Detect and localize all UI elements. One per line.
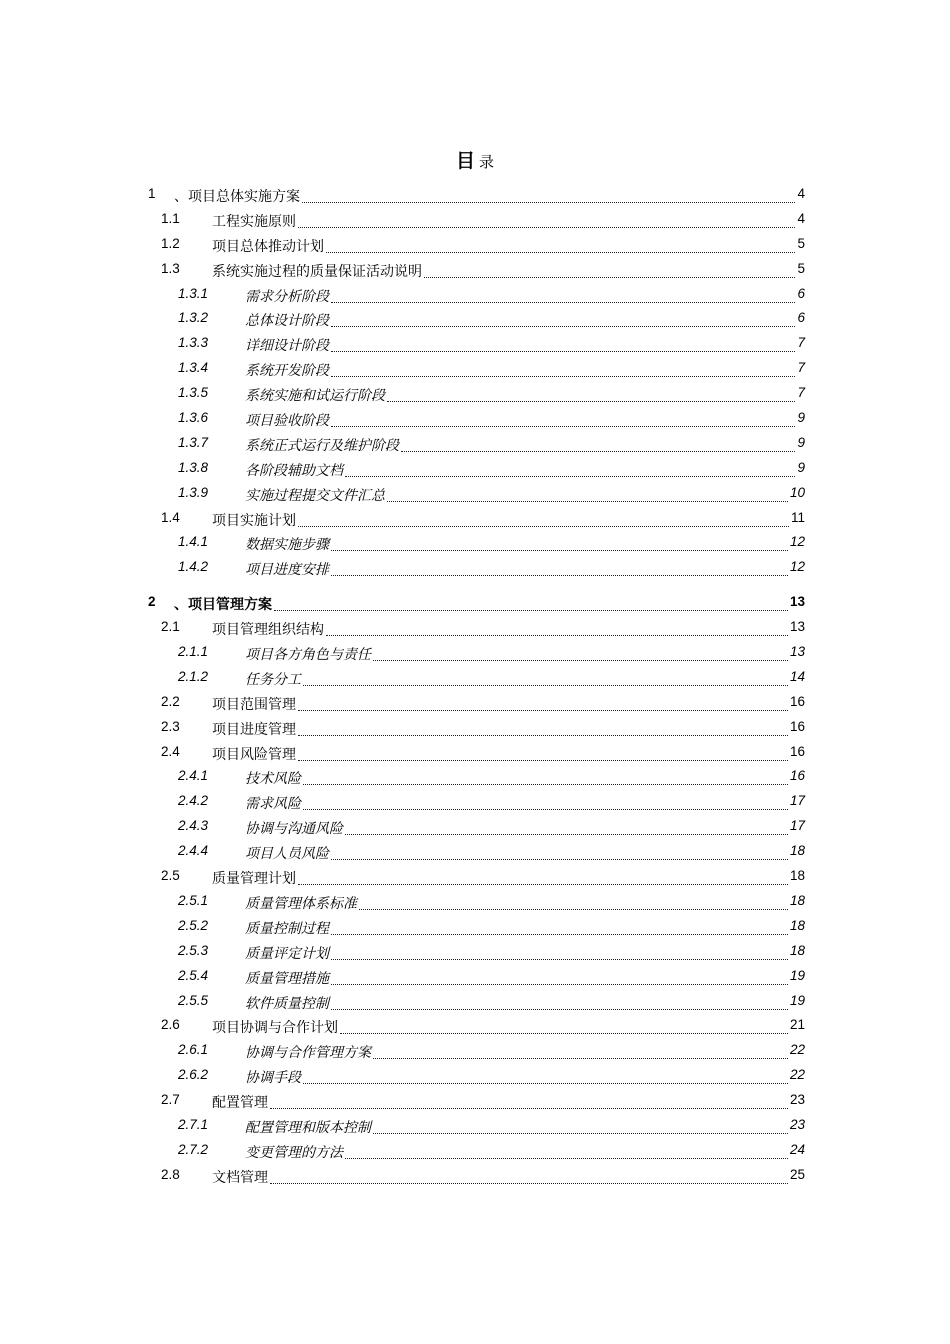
toc-entry-title: 质量评定计划 — [245, 945, 329, 962]
toc-entry-page: 13 — [789, 594, 805, 610]
toc-entry-title: 项目范围管理 — [212, 696, 296, 713]
toc-entry-title: 质量管理体系标准 — [245, 895, 357, 912]
toc-leader-dots — [331, 335, 795, 352]
toc-list — [0, 182, 950, 1188]
toc-entry[interactable] — [0, 764, 950, 789]
toc-entry-page: 6 — [797, 310, 805, 326]
toc-entry-page: 4 — [797, 186, 805, 201]
toc-entry-title: 项目管理组织结构 — [212, 622, 324, 639]
toc-leader-dots — [373, 644, 788, 661]
toc-leader-dots — [331, 534, 788, 551]
toc-entry-title: 系统正式运行及维护阶段 — [245, 437, 399, 454]
toc-leader-dots — [331, 993, 788, 1010]
toc-entry-number: 2.6.1 — [178, 1042, 209, 1058]
toc-entry-title: 项目人员风险 — [245, 846, 329, 863]
toc-entry-title: 配置管理和版本控制 — [245, 1119, 371, 1136]
toc-entry[interactable] — [0, 431, 950, 456]
toc-entry-number: 2.6 — [161, 1017, 180, 1033]
toc-entry-number: 2.5.3 — [178, 942, 209, 958]
toc-entry-number: 1.3.9 — [178, 484, 209, 500]
toc-leader-dots — [373, 1117, 788, 1134]
toc-entry[interactable] — [0, 530, 950, 555]
toc-entry-number: 1.3.8 — [178, 459, 209, 475]
toc-entry-number: 2.7.2 — [178, 1141, 209, 1157]
toc-entry-title: 需求分析阶段 — [245, 288, 329, 305]
toc-entry[interactable] — [0, 1013, 950, 1038]
toc-leader-dots — [331, 286, 795, 303]
toc-entry-page: 12 — [789, 534, 805, 550]
toc-entry[interactable] — [0, 615, 950, 640]
toc-leader-dots — [331, 559, 788, 576]
toc-entry-number: 2.8 — [161, 1166, 180, 1182]
toc-entry-title: 系统实施过程的质量保证活动说明 — [212, 263, 422, 280]
toc-entry-number: 1.3.5 — [178, 385, 209, 401]
toc-entry-title: 总体设计阶段 — [245, 313, 329, 330]
toc-entry-page: 16 — [789, 768, 805, 784]
toc-title — [0, 148, 950, 175]
toc-entry[interactable] — [0, 481, 950, 506]
toc-entry-page: 21 — [789, 1017, 805, 1033]
toc-leader-dots — [345, 460, 795, 477]
toc-entry-page: 25 — [789, 1166, 805, 1182]
toc-entry-number: 1.3.7 — [178, 434, 209, 450]
toc-entry[interactable] — [0, 839, 950, 864]
toc-leader-dots — [359, 893, 788, 910]
toc-entry-number: 1.4 — [161, 509, 180, 525]
section-gap — [0, 580, 950, 590]
toc-entry-number: 2.5.2 — [178, 917, 209, 933]
toc-entry[interactable] — [0, 207, 950, 232]
toc-entry-number: 2.4 — [161, 743, 180, 759]
toc-leader-dots — [326, 236, 795, 253]
toc-entry[interactable] — [0, 381, 950, 406]
toc-entry-number: 2.4.4 — [178, 843, 209, 859]
toc-entry-page: 13 — [789, 619, 805, 635]
toc-entry-page: 23 — [789, 1092, 805, 1108]
toc-entry-title: 协调手段 — [245, 1070, 301, 1087]
toc-entry[interactable] — [0, 1088, 950, 1113]
toc-leader-dots — [303, 1067, 788, 1084]
toc-leader-dots — [331, 968, 788, 985]
toc-entry-number: 1.2 — [161, 235, 180, 251]
toc-entry[interactable] — [0, 864, 950, 889]
toc-entry[interactable] — [0, 1113, 950, 1138]
toc-entry-page: 13 — [789, 644, 805, 660]
toc-entry-number: 2.2 — [161, 693, 180, 709]
toc-entry-page: 18 — [789, 917, 805, 933]
toc-entry-number: 2.5.1 — [178, 892, 209, 908]
toc-entry[interactable] — [0, 889, 950, 914]
toc-entry-page: 7 — [797, 360, 805, 376]
toc-entry-page: 14 — [789, 668, 805, 684]
toc-entry-number: 2.6.2 — [178, 1067, 209, 1083]
toc-title-rest: 录 — [479, 153, 495, 171]
toc-entry-page: 5 — [797, 260, 805, 276]
toc-entry-page: 9 — [797, 459, 805, 475]
toc-entry[interactable] — [0, 306, 950, 331]
toc-entry[interactable] — [0, 555, 950, 580]
toc-entry-title: 技术风险 — [245, 771, 301, 788]
toc-leader-dots — [326, 619, 788, 636]
toc-leader-dots — [331, 843, 788, 860]
toc-entry-page: 24 — [789, 1141, 805, 1157]
toc-entry-number: 1.3 — [161, 260, 180, 276]
toc-leader-dots — [373, 1042, 788, 1059]
toc-leader-dots — [270, 1167, 788, 1184]
toc-entry-number: 1.1 — [161, 210, 180, 226]
toc-entry-page: 9 — [797, 410, 805, 426]
toc-leader-dots — [331, 943, 788, 960]
toc-entry-number: 1.3.3 — [178, 335, 209, 351]
toc-entry-number: 1.3.6 — [178, 410, 209, 426]
toc-entry-title: 任务分工 — [245, 671, 301, 688]
toc-entry-title: 数据实施步骤 — [245, 537, 329, 554]
toc-entry-page: 19 — [789, 992, 805, 1008]
toc-entry-title: 各阶段辅助文档 — [245, 462, 343, 479]
toc-leader-dots — [331, 310, 795, 327]
toc-entry[interactable] — [0, 665, 950, 690]
toc-entry-number: 1.4.2 — [178, 559, 209, 575]
toc-leader-dots — [298, 510, 789, 527]
toc-leader-dots — [303, 669, 788, 686]
toc-entry-number: 1 — [148, 186, 156, 201]
toc-entry-page: 5 — [797, 235, 805, 251]
toc-entry-title: 需求风险 — [245, 796, 301, 813]
toc-leader-dots — [298, 694, 788, 711]
toc-entry[interactable] — [0, 406, 950, 431]
toc-entry-number: 1.3.2 — [178, 310, 209, 326]
toc-entry[interactable] — [0, 914, 950, 939]
toc-entry[interactable] — [0, 257, 950, 282]
toc-entry[interactable] — [0, 356, 950, 381]
toc-entry-page: 19 — [789, 967, 805, 983]
toc-entry-page: 22 — [789, 1067, 805, 1083]
toc-entry[interactable] — [0, 331, 950, 356]
toc-entry[interactable] — [0, 939, 950, 964]
toc-entry-page: 7 — [797, 335, 805, 351]
toc-entry-page: 9 — [797, 434, 805, 450]
toc-entry[interactable] — [0, 506, 950, 531]
toc-entry-title: 协调与合作管理方案 — [245, 1045, 371, 1062]
toc-entry-page: 18 — [789, 892, 805, 908]
toc-leader-dots — [424, 261, 795, 278]
toc-leader-dots — [345, 1142, 788, 1159]
toc-entry-number: 2.1 — [161, 619, 180, 635]
toc-leader-dots — [298, 719, 788, 736]
toc-leader-dots — [331, 918, 788, 935]
toc-leader-dots — [345, 818, 788, 835]
toc-entry[interactable] — [0, 282, 950, 307]
toc-entry[interactable] — [0, 1138, 950, 1163]
toc-leader-dots — [270, 1092, 788, 1109]
toc-entry-title: 变更管理的方法 — [245, 1144, 343, 1161]
toc-entry-title: 系统开发阶段 — [245, 363, 329, 380]
toc-entry-number: 1.4.1 — [178, 534, 209, 550]
toc-entry-page: 18 — [789, 942, 805, 958]
toc-entry[interactable] — [0, 1163, 950, 1188]
toc-entry-title: 软件质量控制 — [245, 995, 329, 1012]
toc-entry-title: 项目进度安排 — [245, 562, 329, 579]
toc-entry-number: 2.5 — [161, 868, 180, 884]
toc-entry-title: 项目进度管理 — [212, 721, 296, 738]
toc-leader-dots — [331, 360, 795, 377]
toc-entry-title: 协调与沟通风险 — [245, 821, 343, 838]
toc-entry-title: 项目协调与合作计划 — [212, 1020, 338, 1037]
toc-entry-title: 项目风险管理 — [212, 746, 296, 763]
toc-entry-number: 2.1.1 — [178, 644, 209, 660]
toc-entry[interactable] — [0, 182, 950, 207]
toc-leader-dots — [298, 211, 795, 228]
toc-entry-title: 工程实施原则 — [212, 213, 296, 230]
toc-entry[interactable] — [0, 814, 950, 839]
toc-leader-dots — [303, 793, 788, 810]
toc-entry-title: 、项目管理方案 — [174, 597, 272, 614]
toc-leader-dots — [274, 594, 788, 611]
toc-entry-page: 7 — [797, 385, 805, 401]
toc-entry[interactable] — [0, 1063, 950, 1088]
toc-entry[interactable] — [0, 640, 950, 665]
toc-entry[interactable] — [0, 590, 950, 615]
toc-entry-title: 实施过程提交文件汇总 — [245, 487, 385, 504]
toc-entry-page: 16 — [789, 693, 805, 709]
toc-entry[interactable] — [0, 740, 950, 765]
toc-entry-title: 质量管理计划 — [212, 871, 296, 888]
toc-entry-page: 17 — [789, 793, 805, 809]
toc-entry-number: 2.7 — [161, 1092, 180, 1108]
toc-entry[interactable] — [0, 232, 950, 257]
toc-leader-dots — [401, 435, 795, 452]
toc-leader-dots — [387, 385, 795, 402]
toc-leader-dots — [302, 186, 795, 203]
toc-leader-dots — [303, 768, 788, 785]
toc-entry-title: 项目总体推动计划 — [212, 238, 324, 255]
toc-entry-number: 2.5.4 — [178, 967, 209, 983]
toc-leader-dots — [331, 410, 795, 427]
toc-entry-title: 、项目总体实施方案 — [174, 189, 300, 205]
toc-entry[interactable] — [0, 690, 950, 715]
toc-leader-dots — [340, 1017, 788, 1034]
toc-entry-page: 18 — [789, 843, 805, 859]
toc-entry-page: 18 — [789, 868, 805, 884]
toc-leader-dots — [387, 485, 788, 502]
toc-entry-page: 10 — [789, 484, 805, 500]
toc-leader-dots — [298, 868, 788, 885]
toc-entry-number: 2.5.5 — [178, 992, 209, 1008]
toc-entry-page: 4 — [797, 210, 805, 226]
toc-leader-dots — [298, 744, 788, 761]
toc-entry[interactable] — [0, 715, 950, 740]
toc-entry-title: 文档管理 — [212, 1169, 268, 1186]
toc-entry-title: 项目实施计划 — [212, 512, 296, 529]
toc-entry-number: 2 — [148, 594, 156, 610]
toc-entry[interactable] — [0, 989, 950, 1014]
toc-entry-page: 11 — [790, 509, 805, 525]
toc-entry[interactable] — [0, 1038, 950, 1063]
toc-entry-number: 2.4.2 — [178, 793, 209, 809]
toc-entry[interactable] — [0, 964, 950, 989]
toc-entry-number: 2.3 — [161, 718, 180, 734]
toc-entry-page: 16 — [789, 743, 805, 759]
toc-entry-title: 质量管理措施 — [245, 970, 329, 987]
toc-entry-title: 质量控制过程 — [245, 920, 329, 937]
toc-entry[interactable] — [0, 789, 950, 814]
toc-entry-number: 1.3.4 — [178, 360, 209, 376]
toc-entry-title: 系统实施和试运行阶段 — [245, 388, 385, 405]
toc-entry-page: 23 — [789, 1116, 805, 1132]
toc-entry-page: 17 — [789, 818, 805, 834]
toc-entry-title: 项目各方角色与责任 — [245, 647, 371, 664]
toc-entry-number: 2.1.2 — [178, 668, 209, 684]
toc-entry-number: 1.3.1 — [178, 285, 209, 301]
toc-entry-number: 2.4.3 — [178, 818, 209, 834]
toc-entry-title: 配置管理 — [212, 1095, 268, 1112]
toc-entry-page: 16 — [789, 718, 805, 734]
toc-entry-title: 详细设计阶段 — [245, 338, 329, 355]
toc-entry[interactable] — [0, 456, 950, 481]
toc-entry-title: 项目验收阶段 — [245, 413, 329, 430]
toc-entry-page: 12 — [789, 559, 805, 575]
toc-entry-page: 6 — [797, 285, 805, 301]
toc-entry-number: 2.7.1 — [178, 1116, 209, 1132]
toc-title-main: 目 — [455, 150, 475, 172]
toc-entry-page: 22 — [789, 1042, 805, 1058]
toc-entry-number: 2.4.1 — [178, 768, 209, 784]
